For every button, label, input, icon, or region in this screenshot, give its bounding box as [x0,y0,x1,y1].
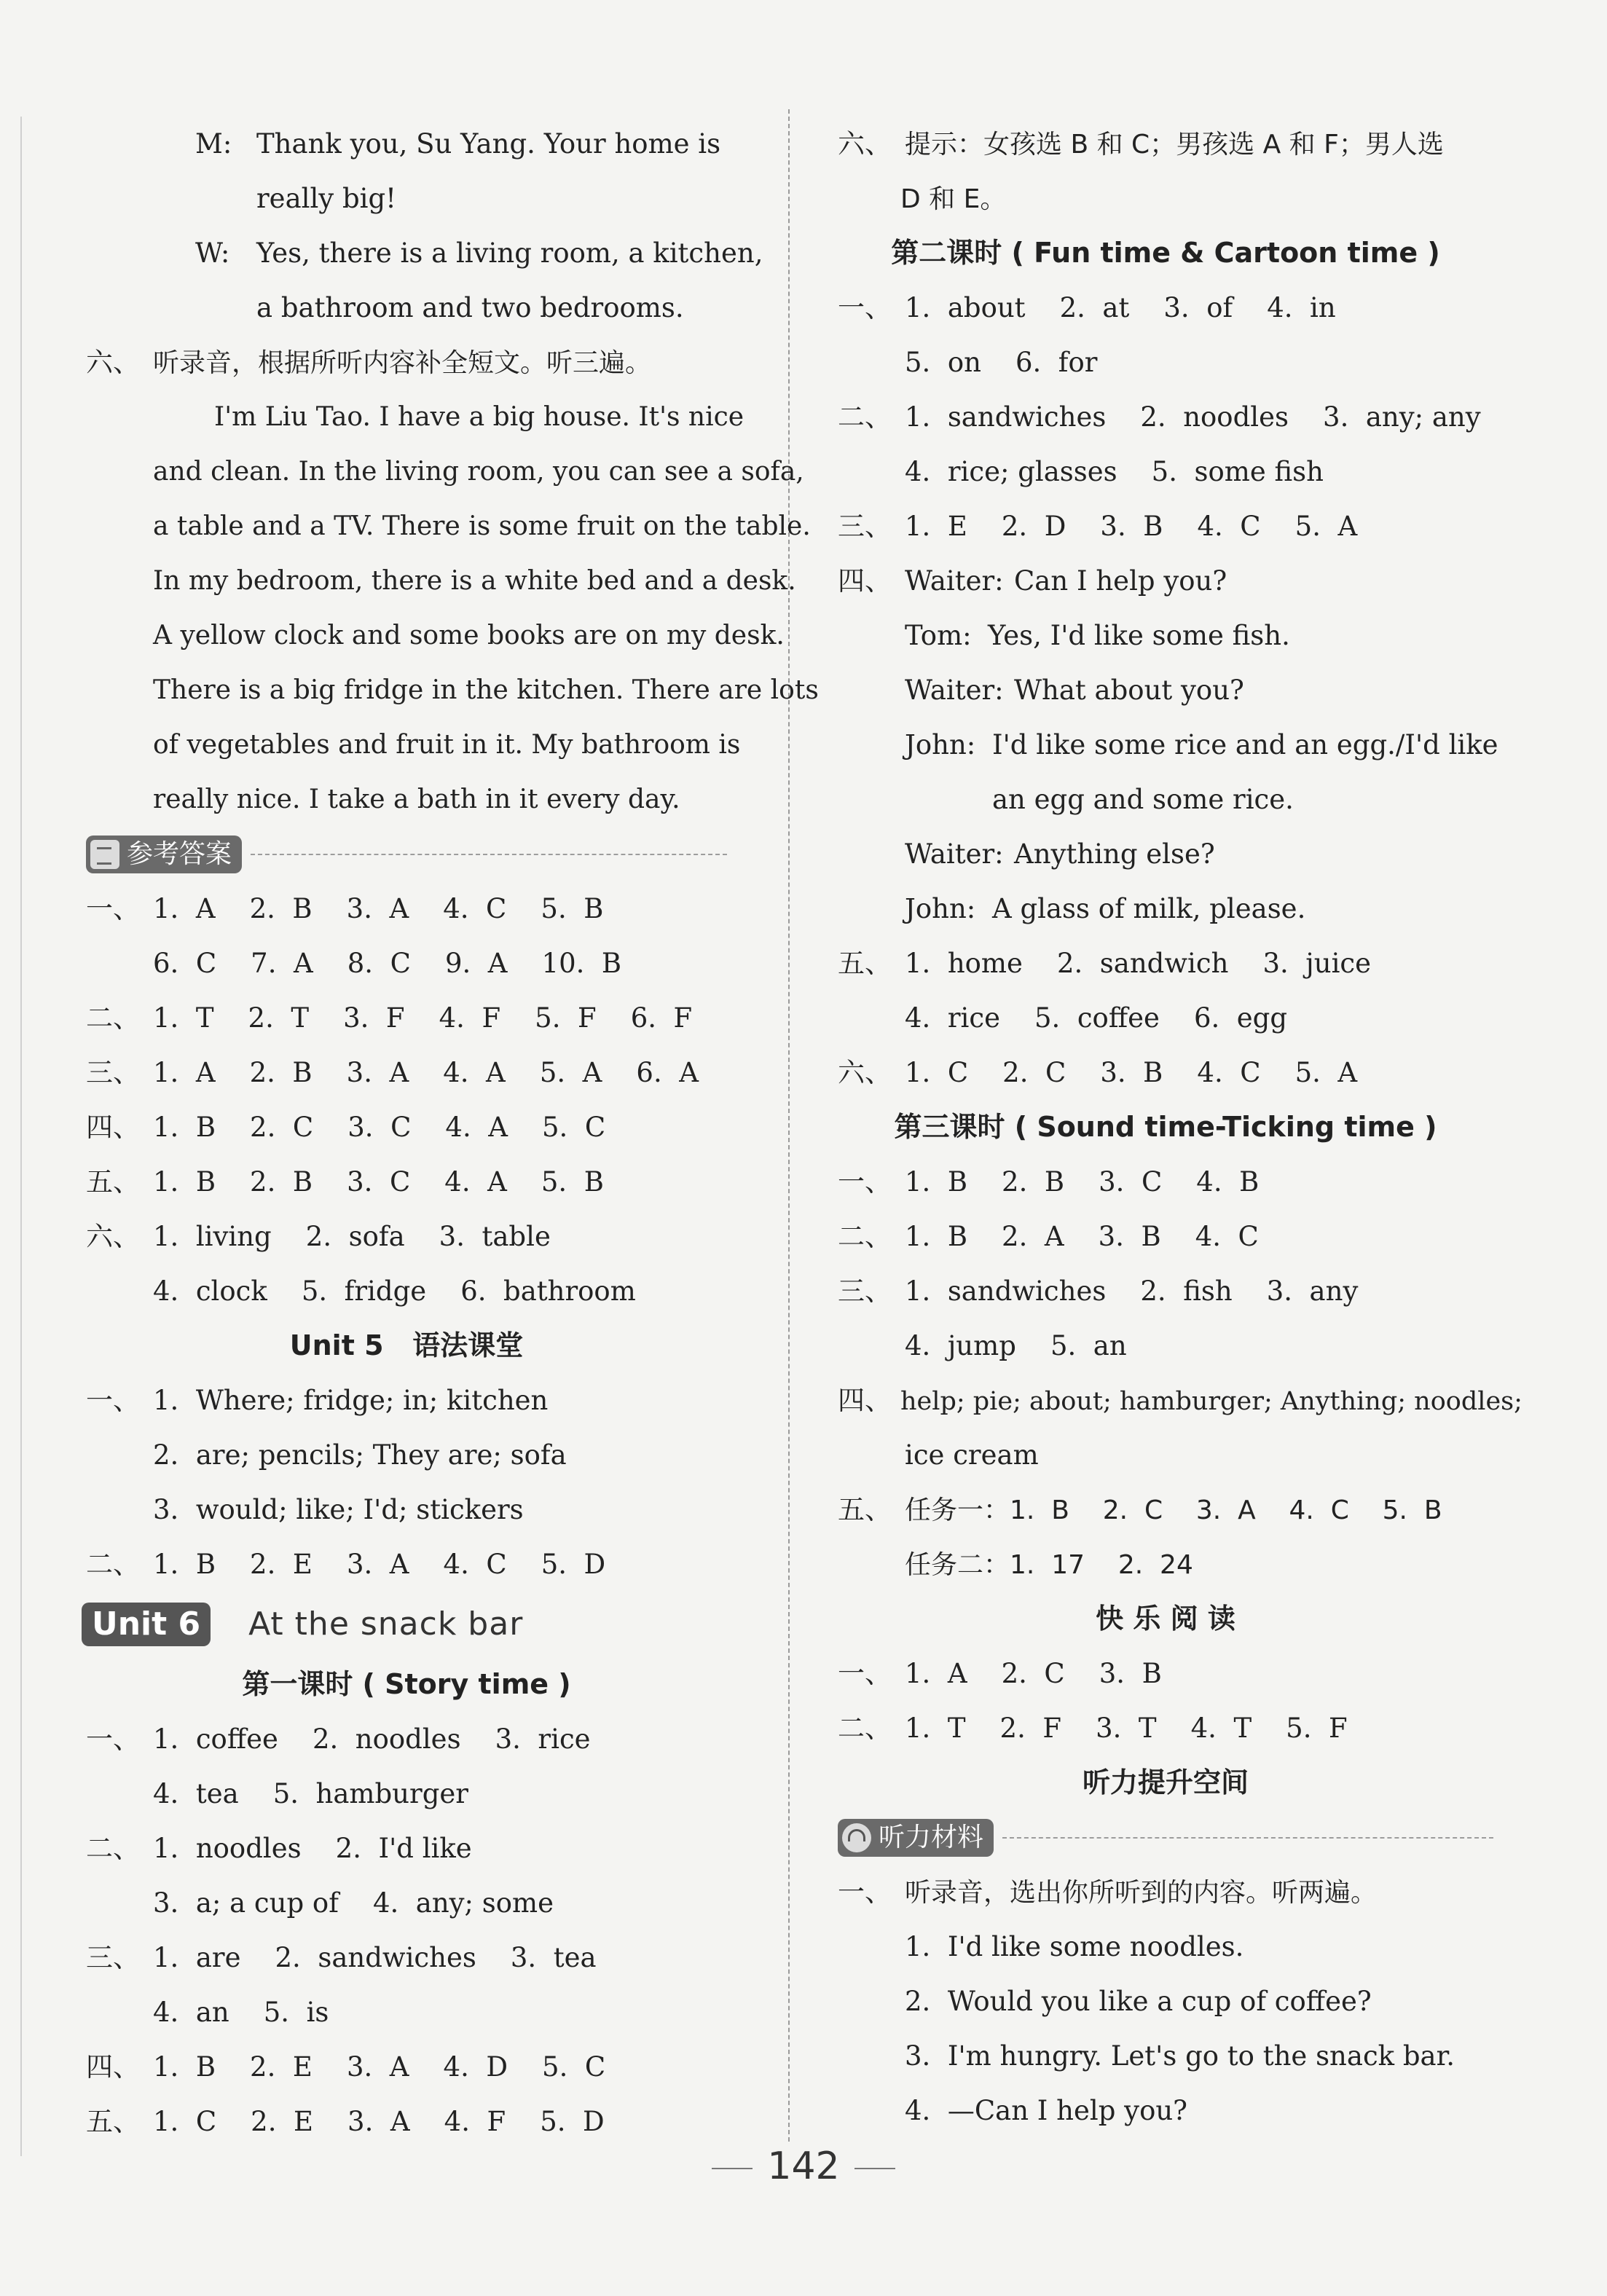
dialogue-text: Can I help you? [1014,565,1227,597]
answer-text: 4. rice 5. coffee 6. egg [905,1002,1288,1034]
answer-text: 1. living 2. sofa 3. table [153,1221,551,1252]
item-marker: 五、 [86,1166,140,1198]
footer-dash-left [712,2168,753,2169]
left-column [86,117,819,2149]
answer-text: 提示：女孩选 B 和 C；男孩选 A 和 F；男人选 [905,130,1444,160]
answer-row [86,1428,727,1482]
listening-text: 1. I'd like some noodles. [905,1931,1244,1962]
dialogue-line [838,608,1493,663]
answer-text: ice cream [905,1439,1039,1471]
answers-section-header [86,827,727,881]
item-marker: 三、 [86,1942,140,1973]
answer-text: 1. C 2. C 3. B 4. C 5. A [905,1057,1358,1088]
answer-row [86,936,727,991]
answer-row [838,335,1493,390]
answer-text: 1. T 2. T 3. F 4. F 5. F 6. F [153,1002,693,1034]
answer-text: 1. Where; fridge; in; kitchen [153,1385,549,1416]
item-marker: 三、 [86,1057,140,1088]
answer-row [838,1701,1493,1756]
unit-title: At the snack bar [248,1605,524,1643]
item-marker: 三、 [838,1275,892,1307]
item-marker: 一、 [838,292,892,323]
answer-row [86,881,727,936]
answer-text: 1. B 2. E 3. A 4. C 5. D [153,1549,606,1580]
item-marker: 六、 [838,128,892,160]
speaker-label: Tom: [905,620,972,651]
answer-row [86,1821,727,1876]
answer-text: 5. on 6. for [905,347,1098,378]
answer-text: 4. jump 5. an [905,1330,1127,1361]
answer-row [838,1318,1493,1373]
answer-text: 4. tea 5. hamburger [153,1778,468,1809]
listening-text: 4. —Can I help you? [905,2095,1188,2126]
passage-line: a table and a TV. There is some fruit on the table. [153,511,811,541]
answer-text: 1. about 2. at 3. of 4. in [905,292,1336,323]
answer-row [86,1876,727,1930]
answer-row [838,280,1493,335]
answer-text: 1. E 2. D 3. B 4. C 5. A [905,511,1358,542]
answer-row [86,1264,727,1318]
answer-row [838,1482,1493,1537]
listening-badge [838,1819,994,1857]
item-marker: 一、 [838,1658,892,1689]
answers-badge [86,836,242,873]
column-divider [788,109,790,2142]
item-marker: 六、 [86,1221,140,1252]
badge-label: 参考答案 [127,839,232,869]
speaker-label: M: [195,128,232,160]
page-number: 142 [767,2144,840,2188]
dialogue-text: a bathroom and two bedrooms. [256,292,684,323]
headphones-icon [842,1823,871,1852]
item-marker: 一、 [838,1876,892,1908]
speaker-label: W: [195,237,230,269]
answer-text: 1. T 2. F 3. T 4. T 5. F [905,1713,1348,1744]
dialogue-text: really big! [256,183,397,214]
dialogue-text: Yes, there is a living room, a kitchen, [256,237,763,269]
dialogue-text: What about you? [1014,675,1244,706]
listening-line [838,2083,1493,2138]
passage-line: I'm Liu Tao. I have a big house. It's nice [214,402,744,432]
answer-text: 1. B 2. B 3. C 4. A 5. B [153,1166,604,1198]
answer-book-icon [90,840,119,869]
answer-row [86,1100,727,1155]
listening-material-header [838,1810,1493,1865]
item-marker: 五、 [86,2106,140,2137]
answer-text: 1. B 2. C 3. C 4. A 5. C [153,1112,606,1143]
passage-line: There is a big fridge in the kitchen. There are lots [153,675,819,705]
dialogue-text: I'd like some rice and an egg./I'd like [992,729,1498,760]
answer-text: 1. B 2. A 3. B 4. C [905,1221,1259,1252]
badge-label: 听力材料 [879,1823,984,1852]
answer-text: 4. clock 5. fridge 6. bathroom [153,1275,636,1307]
page-footer [0,2144,1607,2188]
listening-section-title: 听力提升空间 [1082,1766,1249,1798]
answer-text: 3. a; a cup of 4. any; some [153,1887,554,1919]
item-marker: 五、 [838,948,892,979]
answer-row [86,1985,727,2040]
answer-text: 1. sandwiches 2. fish 3. any [905,1275,1359,1307]
answer-text: help; pie; about; hamburger; Anything; noodles; [900,1387,1522,1416]
answer-row [86,2040,727,2094]
answer-row [838,1209,1493,1264]
answer-row [838,1428,1493,1482]
item-marker: 二、 [838,401,892,433]
answer-row [838,936,1493,991]
answer-row [838,117,1493,171]
footer-dash-right [854,2168,895,2169]
listening-line [838,1974,1493,2029]
listening-line [838,2029,1493,2083]
question-heading [838,1865,1493,1919]
answer-row [86,1045,727,1100]
answer-row [838,1646,1493,1701]
answer-text: 1. C 2. E 3. A 4. F 5. D [153,2106,605,2137]
answer-row [86,991,727,1045]
item-marker: 四、 [86,2051,140,2083]
question-text: 听录音，根据所听内容补全短文。听三遍。 [153,348,652,378]
answer-row [838,171,1493,226]
passage-line: A yellow clock and some books are on my desk. [153,621,785,650]
item-marker: 四、 [86,1112,140,1143]
lesson-title: 第二课时 ( Fun time & Cartoon time ) [891,237,1440,269]
dialogue-text: Anything else? [1014,838,1215,870]
unit-label: Unit 6 [82,1603,211,1646]
answer-text: 1. A 2. B 3. A 4. A 5. A 6. A [153,1057,699,1088]
passage-line: and clean. In the living room, you can see a sofa, [153,457,804,487]
item-marker: 六、 [838,1057,892,1088]
item-marker: 六、 [86,347,140,378]
answer-text: 1. A 2. B 3. A 4. C 5. B [153,893,604,924]
right-column [838,117,1522,2138]
answer-text: 4. rice; glasses 5. some fish [905,456,1324,487]
question-text: 听录音，选出你所听到的内容。听两遍。 [905,1878,1378,1908]
answer-text: D 和 E。 [900,184,1007,214]
item-marker: 五、 [838,1494,892,1525]
lesson-title: 第一课时 ( Story time ) [242,1668,571,1700]
dashed-rule [1002,1837,1493,1839]
item-marker: 二、 [838,1713,892,1744]
answer-row [86,1712,727,1766]
answer-row [838,1045,1493,1100]
answer-row [86,1930,727,1985]
listening-line [838,1919,1493,1974]
answer-text: 1. A 2. C 3. B [905,1658,1162,1689]
listening-text: 3. I'm hungry. Let's go to the snack bar. [905,2040,1455,2072]
answer-row [838,1373,1522,1428]
passage-line: of vegetables and fruit in it. My bathroom is [153,730,741,760]
answer-text: 1. B 2. E 3. A 4. D 5. C [153,2051,606,2083]
dialogue-line [86,280,727,335]
item-marker: 二、 [86,1833,140,1864]
passage-line: really nice. I take a bath in it every day. [153,785,680,814]
answer-text: 1. coffee 2. noodles 3. rice [153,1723,591,1755]
dialogue-line [86,171,727,226]
answer-row [838,991,1493,1045]
dialogue-line [838,827,1493,881]
passage-line: In my bedroom, there is a white bed and a desk. [153,566,796,596]
answer-text: 3. would; like; I'd; stickers [153,1494,524,1525]
item-marker: 一、 [86,893,140,924]
dialogue-text: an egg and some rice. [992,784,1294,815]
answer-row [838,1537,1493,1592]
answer-row [86,2094,727,2149]
answer-text: 1. are 2. sandwiches 3. tea [153,1942,597,1973]
unit-header [82,1592,727,1657]
answer-text: 任务一：1. B 2. C 3. A 4. C 5. B [905,1495,1442,1525]
answer-row [86,1482,727,1537]
answer-text: 2. are; pencils; They are; sofa [153,1439,567,1471]
lesson-title: 第三课时 ( Sound time-Ticking time ) [894,1111,1437,1143]
listening-passage [86,390,819,827]
answer-text: 任务二：1. 17 2. 24 [905,1550,1193,1580]
answer-row [86,1155,727,1209]
grammar-section-title: Unit 5 语法课堂 [289,1329,524,1361]
page-edge-line [20,117,22,2156]
item-marker: 二、 [838,1221,892,1252]
dialogue-text: A glass of milk, please. [992,893,1306,924]
dialogue-line [86,117,727,171]
answer-row [838,1264,1493,1318]
answer-row [86,1209,727,1264]
dialogue-line [86,226,763,280]
dialogue-text: Yes, I'd like some fish. [988,620,1290,651]
item-marker: 三、 [838,511,892,542]
dialogue-line [838,554,1493,608]
speaker-label: Waiter: [905,565,1004,597]
item-marker: 二、 [86,1002,140,1034]
answer-row [838,1155,1493,1209]
dialogue-line [838,772,1493,827]
reading-section-title: 快 乐 阅 读 [1096,1603,1235,1635]
question-6-heading [86,335,727,390]
answer-row [838,499,1493,554]
answer-text: 1. noodles 2. I'd like [153,1833,472,1864]
answer-text: 1. home 2. sandwich 3. juice [905,948,1372,979]
dashed-rule [251,854,727,855]
dialogue-line [838,881,1493,936]
speaker-label: Waiter: [905,675,1004,706]
answer-row [86,1766,727,1821]
listening-text: 2. Would you like a cup of coffee? [905,1986,1372,2017]
item-marker: 四、 [838,565,892,597]
speaker-label: John: [905,729,976,760]
answer-text: 1. B 2. B 3. C 4. B [905,1166,1260,1198]
item-marker: 二、 [86,1549,140,1580]
answer-text: 4. an 5. is [153,1997,329,2028]
dialogue-line [838,663,1493,718]
dialogue-line [838,718,1498,772]
item-marker: 一、 [86,1385,140,1416]
item-marker: 一、 [838,1166,892,1198]
answer-row [838,390,1493,444]
answer-text: 1. sandwiches 2. noodles 3. any; any [905,401,1481,433]
answer-row [86,1373,727,1428]
item-marker: 四、 [838,1385,892,1416]
item-marker: 一、 [86,1723,140,1755]
speaker-label: John: [905,893,976,924]
dialogue-text: Thank you, Su Yang. Your home is [256,128,721,160]
speaker-label: Waiter: [905,838,1004,870]
answer-row [86,1537,727,1592]
answer-text: 6. C 7. A 8. C 9. A 10. B [153,948,622,979]
answer-row [838,444,1493,499]
